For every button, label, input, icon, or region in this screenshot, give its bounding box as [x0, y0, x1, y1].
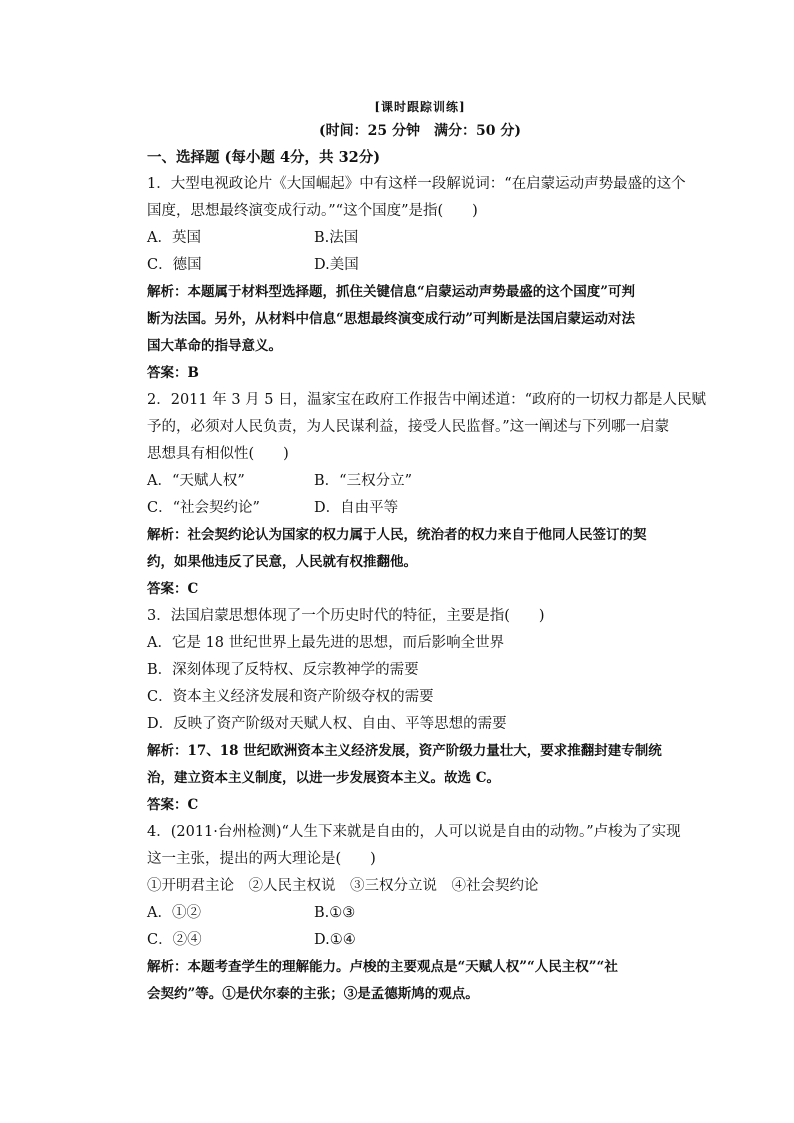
analysis-line: 解析：社会契约论认为国家的权力属于人民，统治者的权力来自于他同人民签订的契: [147, 527, 647, 543]
option-c: C．②④: [147, 932, 202, 948]
option-d: D．反映了资产阶级对天赋人权、自由、平等思想的需要: [147, 716, 507, 732]
answer: 答案：C: [147, 797, 199, 813]
analysis-line: 解析：本题考查学生的理解能力。卢梭的主要观点是“天赋人权”“人民主权”“社: [147, 959, 618, 975]
answer: 答案：B: [147, 365, 199, 381]
question-stem-line: 4．(2011·台州检测)“人生下来就是自由的，人可以说是自由的动物。”卢梭为了实现: [147, 824, 681, 840]
question-1: [147, 171, 686, 387]
numbered-items: ①开明君主论 ②人民主权说 ③三权分立说 ④社会契约论: [147, 878, 539, 894]
worksheet-tag: [课时跟踪训练]: [374, 100, 466, 114]
option-row: [147, 468, 677, 495]
analysis-line: 解析：本题属于材料型选择题，抓住关键信息“启蒙运动声势最盛的这个国度”可判: [147, 284, 636, 300]
option-d: D.美国: [314, 257, 359, 273]
option-c: C．德国: [147, 257, 202, 273]
option-b: B．“三权分立”: [314, 473, 412, 489]
question-stem-line: 思想具有相似性( ): [147, 446, 289, 462]
option-b: B.①③: [314, 905, 356, 921]
question-stem-line: 这一主张，提出的两大理论是( ): [147, 851, 376, 867]
question-stem-line: 2．2011 年 3 月 5 日，温家宝在政府工作报告中阐述道：“政府的一切权力都是人民赋: [147, 392, 707, 408]
analysis-line: 国大革命的指导意义。: [147, 338, 282, 354]
option-row: [147, 927, 677, 954]
analysis-line: 治，建立资本主义制度，以进一步发展资本主义。故选 C。: [147, 770, 500, 786]
question-stem-line: 国度，思想最终演变成行动。”“这个国度”是指( ): [147, 203, 478, 219]
option-a: A．英国: [147, 230, 201, 246]
option-a: A．它是 18 世纪世界上最先进的思想，而后影响全世界: [147, 635, 505, 651]
answer: 答案：C: [147, 581, 199, 597]
option-b: B．深刻体现了反特权、反宗教神学的需要: [147, 662, 419, 678]
question-stem-line: 3．法国启蒙思想体现了一个历史时代的特征，主要是指( ): [147, 608, 545, 624]
analysis-line: 断为法国。另外，从材料中信息“思想最终演变成行动”可判断是法国启蒙运动对法: [147, 311, 636, 327]
option-b: B.法国: [314, 230, 359, 246]
option-row: [147, 495, 677, 522]
question-3: [147, 603, 677, 819]
option-c: C．“社会契约论”: [147, 500, 260, 516]
question-stem-line: 予的，必须对人民负责，为人民谋利益，接受人民监督。”这一阐述与下列哪一启蒙: [147, 419, 670, 435]
analysis-line: 解析：17、18 世纪欧洲资本主义经济发展，资产阶级力量壮大，要求推翻封建专制统: [147, 743, 662, 759]
option-d: D.①④: [314, 932, 356, 948]
section-heading: 一、选择题 (每小题 4分，共 32分): [147, 149, 381, 166]
question-stem-line: 1．大型电视政论片《大国崛起》中有这样一段解说词：“在启蒙运动声势最盛的这个: [147, 176, 686, 192]
option-d: D．自由平等: [314, 500, 399, 516]
option-a: A．①②: [147, 905, 201, 921]
document-content: [147, 96, 707, 1008]
analysis-line: 约，如果他违反了民意，人民就有权推翻他。: [147, 554, 417, 570]
option-c: C．资本主义经济发展和资产阶级夺权的需要: [147, 689, 434, 705]
time-limit: (时间：25 分钟 满分：50 分): [319, 123, 521, 139]
option-row: [147, 225, 677, 252]
option-row: [147, 252, 677, 279]
option-a: A．“天赋人权”: [147, 473, 245, 489]
analysis-line: 会契约”等。①是伏尔泰的主张；③是孟德斯鸠的观点。: [147, 986, 479, 1002]
question-2: [147, 387, 707, 603]
option-row: [147, 900, 677, 927]
question-4: [147, 819, 681, 1008]
